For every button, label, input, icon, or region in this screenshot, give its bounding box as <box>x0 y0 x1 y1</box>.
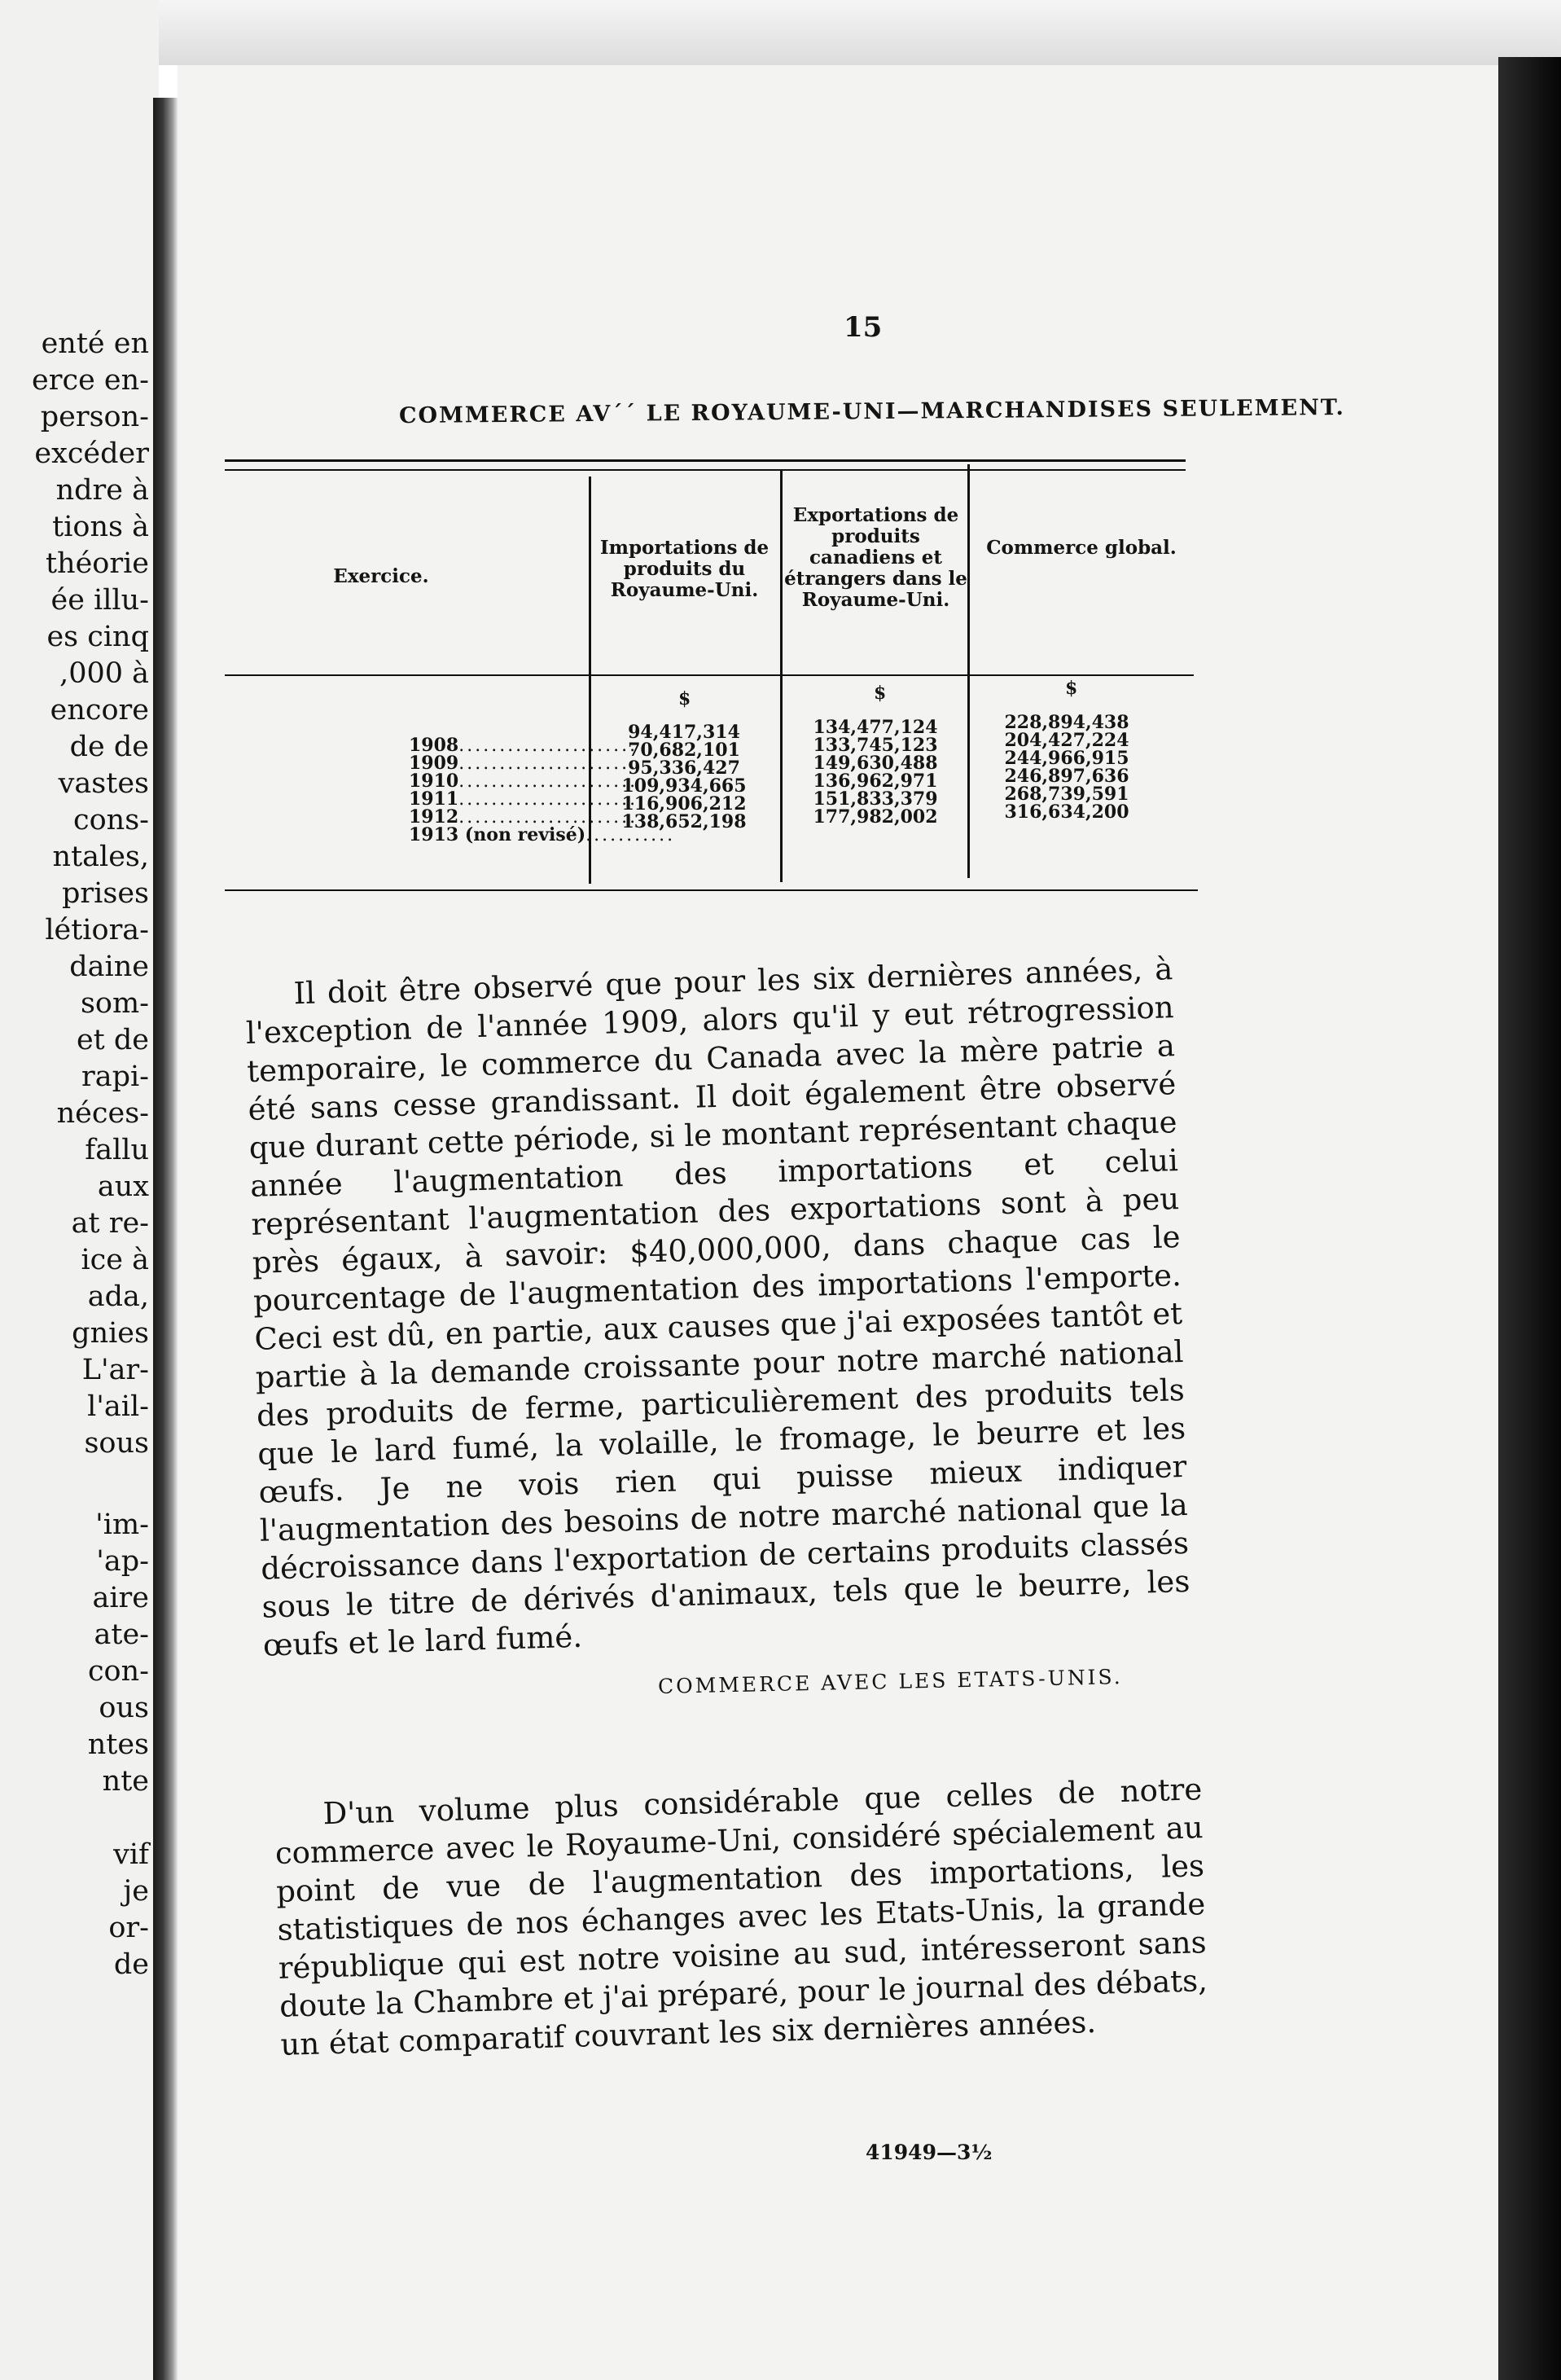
margin-text-fragment: erce en- <box>32 364 149 397</box>
cell-imports: 116,906,212 <box>621 793 747 815</box>
table-bottom-rule <box>225 889 1198 891</box>
cell-exports: 177,982,002 <box>813 806 938 828</box>
margin-text-fragment: 'ap- <box>96 1545 149 1578</box>
margin-text-fragment: néces- <box>56 1097 149 1130</box>
margin-text-fragment: ice à <box>81 1244 149 1276</box>
currency-exports: $ <box>874 683 887 704</box>
cell-imports: 95,336,427 <box>628 757 740 779</box>
cell-exports: 133,745,123 <box>813 735 938 756</box>
section-title: COMMERCE AVEC LES ETATS-UNIS. <box>657 1665 1123 1698</box>
cell-exports: 136,962,971 <box>813 771 938 792</box>
column-divider-2 <box>780 471 783 882</box>
margin-text-fragment: ndre à <box>55 474 149 507</box>
margin-text-fragment: fallu <box>85 1134 149 1166</box>
margin-text-fragment: rapi- <box>81 1060 149 1093</box>
margin-text-fragment: tions à <box>52 511 149 543</box>
margin-text-fragment: nte <box>102 1765 149 1798</box>
margin-text-fragment: person- <box>40 401 149 433</box>
row-year: 1910...................... <box>409 771 638 792</box>
margin-text-fragment: es cinq <box>46 621 149 653</box>
margin-text-fragment: létiora- <box>45 914 149 946</box>
margin-text-fragment: encore <box>50 694 149 727</box>
header-total: Commerce global. <box>986 537 1177 559</box>
cell-exports: 134,477,124 <box>813 717 938 738</box>
margin-text-fragment: et de <box>76 1024 149 1056</box>
column-divider-3 <box>967 464 970 878</box>
margin-text-fragment: l'ail- <box>87 1390 149 1423</box>
margin-text-fragment: 'im- <box>95 1508 149 1541</box>
margin-text-fragment: ous <box>99 1692 149 1724</box>
cell-exports: 149,630,488 <box>813 753 938 774</box>
cell-total: 246,897,636 <box>1004 766 1129 787</box>
currency-imports: $ <box>678 688 691 709</box>
table-top-rule-2 <box>225 469 1186 471</box>
margin-text-fragment: théorie <box>45 547 149 580</box>
margin-text-fragment: enté en <box>41 327 149 360</box>
paragraph-us-trade: D'un volume plus considérable que celles de notre commerce avec le Royaume-Uni, considéré spécialement au point de vue de l'augmentation des importations, les statistiques de nos échanges avec les Etats-Unis, la grande république qui est notre voisine au sud, intéresseront sans doute la Chambre et j'ai préparé, pour le journal des débats, un état comparatif couvrant les six dernières années. <box>274 1772 1208 2062</box>
cell-total: 228,894,438 <box>1004 712 1129 733</box>
page-gutter-shadow <box>153 98 178 2380</box>
row-year: 1908...................... <box>409 735 638 756</box>
margin-text-fragment: prises <box>62 877 149 910</box>
header-exports: Exportations de produits canadiens et étrangers dans le Royaume-Uni. <box>784 504 967 611</box>
row-year: 1909...................... <box>409 753 638 774</box>
cell-total: 268,739,591 <box>1004 784 1129 805</box>
row-year: 1911...................... <box>409 788 638 810</box>
cell-total: 316,634,200 <box>1004 801 1129 823</box>
currency-total: $ <box>1065 678 1078 699</box>
margin-text-fragment: vastes <box>58 767 149 800</box>
row-year: 1912...................... <box>409 806 638 828</box>
margin-text-fragment: daine <box>69 951 149 983</box>
cell-exports: 151,833,379 <box>813 788 938 810</box>
margin-text-fragment: ate- <box>94 1618 149 1651</box>
margin-text-fragment: ée illu- <box>50 584 149 617</box>
margin-text-fragment: de <box>113 1948 149 1981</box>
margin-text-fragment: de de <box>69 731 149 763</box>
margin-text-fragment: cons- <box>72 804 149 837</box>
margin-text-fragment: ntes <box>87 1728 149 1761</box>
margin-text-fragment: con- <box>87 1655 149 1688</box>
cell-imports: 70,682,101 <box>628 740 740 761</box>
table-title: COMMERCE AV´´ LE ROYAUME-UNI—MARCHANDISES SEULEMENT. <box>398 394 1345 429</box>
margin-text-fragment: aire <box>92 1582 149 1614</box>
margin-text-fragment: at re- <box>71 1207 149 1240</box>
margin-text-fragment: sous <box>84 1427 149 1460</box>
row-year: 1913 (non revisé)........... <box>409 824 676 845</box>
header-exercise: Exercice. <box>333 565 429 587</box>
cell-imports: 109,934,665 <box>621 775 747 797</box>
margin-text-fragment: or- <box>108 1912 149 1944</box>
header-imports: Importations de produits du Royaume-Uni. <box>599 537 770 601</box>
scan-top-shadow <box>159 0 1561 65</box>
footer-code: 41949—3½ <box>866 2141 993 2164</box>
table-header-rule <box>225 674 1194 676</box>
table-top-rule <box>225 459 1186 462</box>
scan-right-shadow <box>1498 57 1561 2380</box>
cell-imports: 138,652,198 <box>621 811 747 832</box>
margin-text-fragment: som- <box>80 987 149 1020</box>
paragraph-uk-trade: Il doit être observé que pour les six dernières années, à l'exception de l'année 1909, alors qu'il y eut rétrogression temporaire, le commerce du Canada avec la mère patrie a été sans cesse grandissant. Il doit également être observé que durant cette période, si le montant représentant chaque année l'augmentation des importations et celui représentant l'augmentation des exportations sont à peu près égaux, à savoir: $40,000,000, dans chaque cas le pourcentage de l'augmentation des importations l'emporte. Ceci est dû, en partie, aux causes que j'ai exposées tantôt et partie à la demande croissante pour notre marché national des produits de ferme, particulièrement des produits tels que le lard fumé, la volaille, le fromage, le beurre et les œufs. Je ne vois rien qui puisse mieux indiquer l'augmentation des besoins de notre marché national que la décroissance dans l'exportation de certains produits classés sous le titre de dérivés d'animaux, tels que le beurre, les œufs et le lard fumé. <box>245 951 1190 1663</box>
margin-text-fragment: aux <box>97 1170 149 1203</box>
margin-text-fragment: ntales, <box>52 841 149 873</box>
document-page <box>178 65 1498 2380</box>
margin-text-fragment: excéder <box>34 437 149 470</box>
margin-text-fragment: ada, <box>87 1280 149 1313</box>
margin-text-fragment: je <box>123 1875 149 1908</box>
margin-text-fragment: vif <box>113 1838 149 1871</box>
cell-total: 244,966,915 <box>1004 748 1129 769</box>
margin-text-fragment: ,000 à <box>59 657 149 690</box>
cell-total: 204,427,224 <box>1004 730 1129 751</box>
margin-text-fragment: L'ar- <box>81 1354 149 1386</box>
facing-page-margin <box>0 0 159 2380</box>
margin-text-fragment: gnies <box>72 1317 149 1350</box>
cell-imports: 94,417,314 <box>628 722 740 743</box>
page-number: 15 <box>844 311 883 344</box>
